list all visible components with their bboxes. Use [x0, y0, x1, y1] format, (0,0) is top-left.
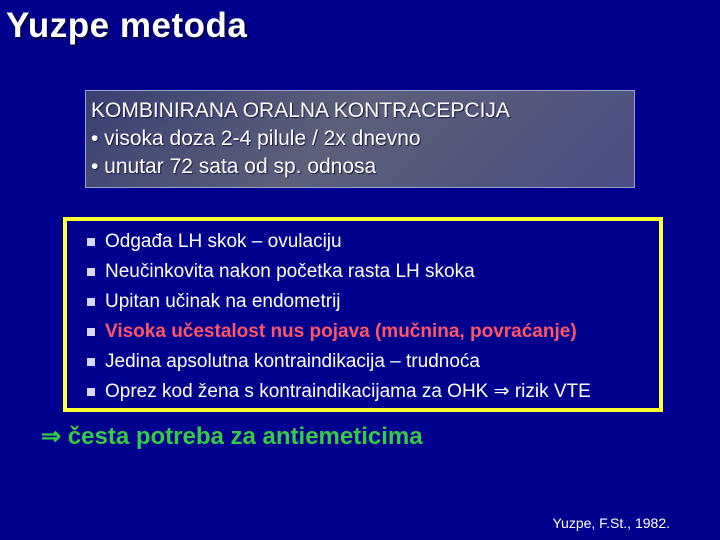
list-item-text: Jedina apsolutna kontraindikacija – trudnoća: [105, 351, 480, 372]
square-bullet-icon: [87, 268, 95, 276]
bullet-list-frame: [63, 217, 663, 412]
square-bullet-icon: [87, 358, 95, 366]
square-bullet-icon: [87, 238, 95, 246]
list-item-text: Upitan učinak na endometrij: [105, 291, 341, 312]
slide-title: Yuzpe metoda: [6, 6, 248, 45]
square-bullet-icon: [87, 298, 95, 306]
citation: Yuzpe, F.St., 1982.: [552, 515, 670, 531]
method-summary-box: [85, 90, 635, 188]
square-bullet-icon: [87, 388, 95, 396]
square-bullet-icon: [87, 328, 95, 336]
list-item-text: Oprez kod žena s kontraindikacijama za OHK ⇒ rizik VTE: [105, 381, 591, 402]
summary-heading: KOMBINIRANA ORALNA KONTRACEPCIJA: [91, 99, 510, 122]
list-item-text: Neučinkovita nakon početka rasta LH skoka: [105, 261, 475, 282]
list-item-text: Visoka učestalost nus pojava (mučnina, povraćanje): [105, 321, 577, 342]
summary-line: • visoka doza 2-4 pilule / 2x dnevno: [91, 127, 421, 150]
conclusion-text: ⇒ česta potreba za antiemeticima: [41, 423, 423, 450]
summary-line: • unutar 72 sata od sp. odnosa: [91, 155, 377, 178]
list-item-text: Odgađa LH skok – ovulaciju: [105, 231, 342, 252]
